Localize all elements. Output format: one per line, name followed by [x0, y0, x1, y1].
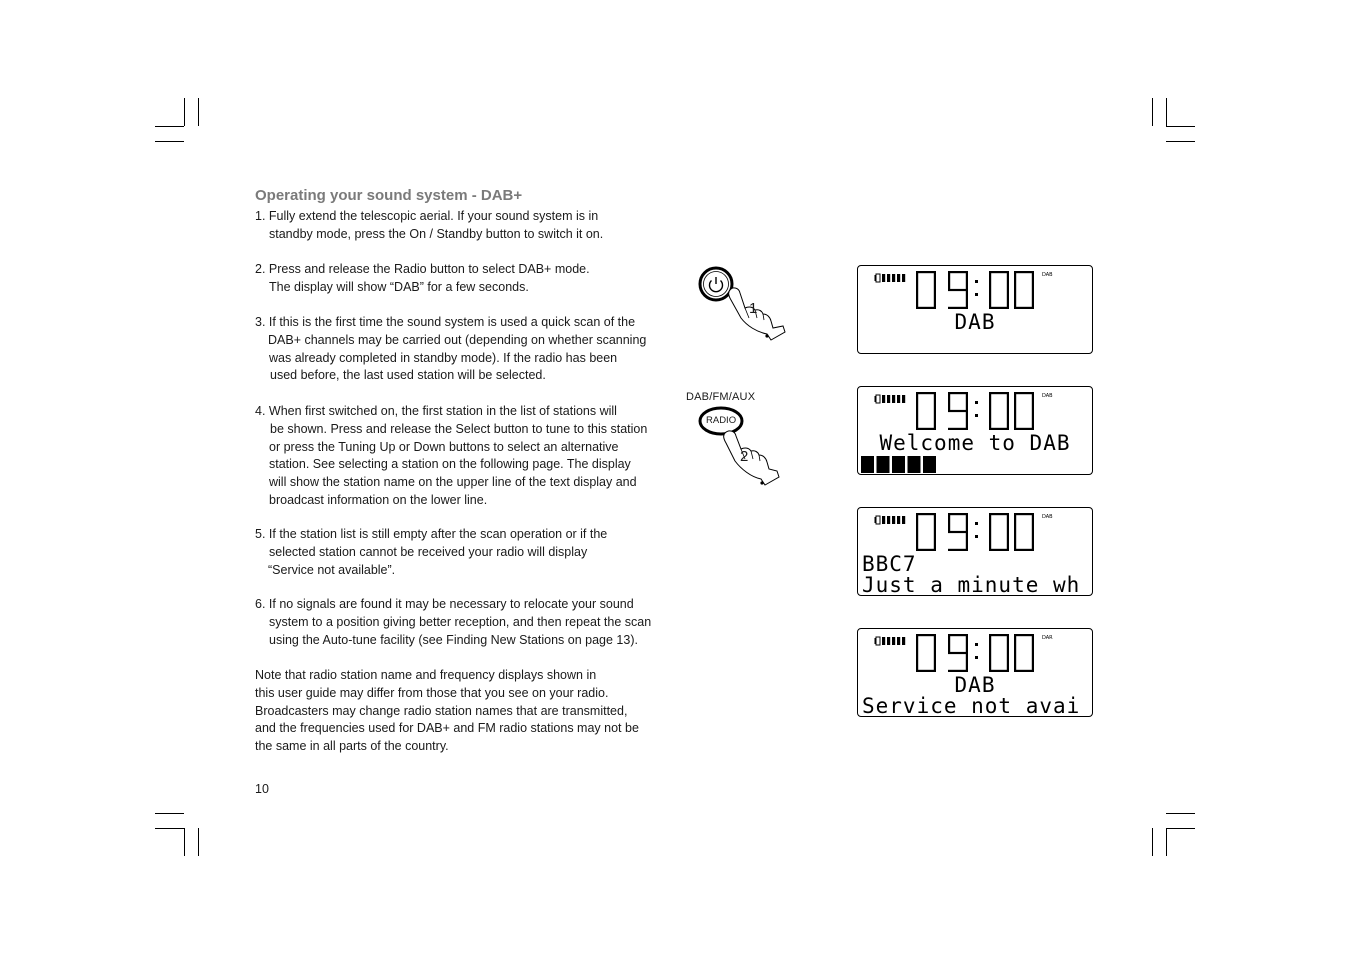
clock-colon	[975, 535, 978, 538]
clock-segment	[948, 392, 950, 411]
clock-segment	[934, 411, 936, 430]
crop-mark	[198, 828, 199, 856]
clock-segment	[934, 271, 936, 290]
step-line: system to a position giving better reception, and then repeat the scan	[269, 614, 652, 629]
step-line: 3. If this is the first time the sound system is used a quick scan of the	[255, 315, 636, 329]
clock-segment	[966, 290, 968, 309]
clock-segment	[1014, 634, 1016, 653]
clock-segment	[966, 532, 968, 551]
clock-segment	[1032, 634, 1034, 653]
progress-block	[877, 456, 890, 473]
power-icon	[695, 262, 790, 344]
clock-colon	[975, 643, 978, 646]
radio-button-label: RADIO	[706, 415, 737, 426]
clock-segment	[1014, 513, 1034, 515]
progress-block	[908, 456, 921, 473]
crop-mark	[155, 813, 184, 814]
lcd-line-1: BBC7	[862, 552, 917, 576]
crop-mark	[1166, 813, 1195, 814]
step-line: “Service not available”.	[268, 562, 396, 577]
clock-segment	[966, 634, 968, 653]
clock-segment	[989, 392, 991, 411]
step-line: 4. When first switched on, the first station in the list of stations will	[255, 404, 617, 418]
clock-segment	[989, 411, 991, 430]
clock-segment	[948, 513, 950, 532]
clock-colon	[975, 280, 978, 283]
clock-segment	[989, 428, 1009, 430]
step-line: 5. If the station list is still empty after the scan operation or if the	[255, 527, 608, 541]
clock-segment	[1032, 271, 1034, 290]
clock-segment	[948, 652, 968, 654]
clock-segment	[934, 392, 936, 411]
clock-segment	[948, 513, 968, 515]
clock-segment	[1014, 271, 1016, 290]
progress-block	[861, 456, 874, 473]
step-3	[255, 314, 646, 385]
clock-segment	[1014, 653, 1016, 672]
clock-segment	[1032, 392, 1034, 411]
clock-segment	[916, 532, 918, 551]
note	[255, 667, 639, 756]
crop-mark	[198, 98, 199, 126]
clock-segment	[916, 513, 936, 515]
signal-strength-icon	[875, 395, 905, 403]
step-line: selected station cannot be received your radio will display	[269, 544, 588, 559]
clock-segment	[989, 670, 1009, 672]
crop-mark	[1152, 98, 1153, 126]
step-line: be shown. Press and release the Select button to tune to this station	[270, 421, 648, 436]
signal-strength-icon	[875, 274, 905, 282]
signal-strength-icon	[875, 637, 905, 645]
clock-segment	[1014, 392, 1034, 394]
step-line: 2. Press and release the Radio button to select DAB+ mode.	[255, 262, 590, 276]
crop-mark	[184, 98, 185, 126]
clock-segment	[916, 634, 936, 636]
clock-segment	[989, 307, 1009, 309]
note-line: and the frequencies used for DAB+ and FM radio stations may not be	[255, 721, 639, 736]
clock-segment	[989, 653, 991, 672]
crop-mark	[1166, 828, 1167, 856]
page-title: Operating your sound system - DAB+	[255, 187, 523, 204]
step-5	[255, 526, 607, 579]
crop-mark	[155, 828, 184, 829]
step-number-2: 2	[740, 448, 749, 465]
clock-segment	[916, 549, 936, 551]
crop-mark	[1166, 828, 1195, 829]
clock-segment	[948, 271, 950, 290]
step-4	[255, 403, 647, 510]
dab-tag: DAB	[1042, 272, 1053, 278]
clock-segment	[934, 290, 936, 309]
clock-segment	[1014, 670, 1034, 672]
clock-segment	[1007, 392, 1009, 411]
clock-segment	[989, 513, 1009, 515]
step-line: used before, the last used station will be selected.	[270, 368, 546, 383]
clock-segment	[989, 513, 991, 532]
clock-segment	[1014, 411, 1016, 430]
step-line: DAB+ channels may be carried out (depending on whether scanning	[268, 332, 647, 347]
clock-segment	[948, 634, 950, 653]
step-line: The display will show “DAB” for a few seconds.	[269, 279, 529, 294]
step-line: was already completed in standby mode). If the radio has been	[269, 350, 618, 365]
crop-mark	[155, 141, 184, 142]
clock-segment	[1014, 428, 1034, 430]
clock-segment	[948, 271, 968, 273]
clock-segment	[1014, 290, 1016, 309]
radio-button-illustration	[695, 405, 790, 495]
clock-segment	[1014, 634, 1034, 636]
lcd-line-2: Just a minute wh	[862, 573, 1081, 596]
step-line: or press the Tuning Up or Down buttons to select an alternative	[269, 439, 619, 454]
page-number: 10	[255, 782, 269, 796]
step-line: will show the station name on the upper line of the text display and	[269, 475, 637, 490]
clock-segment	[966, 411, 968, 430]
clock-segment	[934, 653, 936, 672]
clock-segment	[989, 290, 991, 309]
clock-segment	[948, 428, 968, 430]
clock-segment	[948, 289, 968, 291]
clock-segment	[916, 392, 936, 394]
clock-colon	[975, 414, 978, 417]
clock-colon	[975, 293, 978, 296]
clock-segment	[948, 549, 968, 551]
note-line: the same in all parts of the country.	[255, 739, 449, 754]
crop-mark	[1166, 98, 1167, 126]
dab-tag: DAB	[1042, 393, 1053, 399]
clock-segment	[948, 670, 968, 672]
lcd-display-welcome	[857, 386, 1093, 475]
clock-segment	[916, 290, 918, 309]
clock-segment	[1007, 271, 1009, 290]
power-button-illustration	[695, 262, 790, 344]
clock-colon	[975, 522, 978, 525]
clock-segment	[916, 513, 918, 532]
clock-segment	[916, 653, 918, 672]
lcd-line-2: Service not avai	[862, 694, 1081, 717]
lcd-display-dab	[857, 265, 1093, 354]
step-line: 6. If no signals are found it may be necessary to relocate your sound	[255, 597, 634, 611]
lcd-line-1: DAB	[954, 310, 996, 334]
lcd-line-1: Welcome to DAB	[879, 431, 1071, 455]
step-line: 1. Fully extend the telescopic aerial. If your sound system is in	[255, 209, 599, 223]
clock-segment	[1032, 513, 1034, 532]
clock-segment	[1014, 513, 1016, 532]
step-line: standby mode, press the On / Standby button to switch it on.	[269, 226, 604, 241]
clock-segment	[1032, 532, 1034, 551]
clock-segment	[989, 634, 991, 653]
progress-block	[892, 456, 905, 473]
step-2	[255, 261, 590, 297]
note-line: this user guide may differ from those that you see on your radio.	[255, 685, 609, 700]
clock-segment	[966, 392, 968, 411]
crop-mark	[1152, 828, 1153, 856]
radio-button-group-label: DAB/FM/AUX	[686, 391, 756, 403]
clock-segment	[948, 531, 968, 533]
clock-segment	[948, 307, 968, 309]
clock-segment	[1014, 271, 1034, 273]
progress-block	[923, 456, 936, 473]
clock-segment	[916, 670, 936, 672]
crop-mark	[1166, 141, 1195, 142]
clock-segment	[1007, 411, 1009, 430]
clock-segment	[934, 634, 936, 653]
crop-mark	[184, 828, 185, 856]
lcd-display-service	[857, 628, 1093, 717]
clock-segment	[989, 549, 1009, 551]
clock-segment	[1032, 411, 1034, 430]
clock-segment	[1007, 513, 1009, 532]
clock-segment	[948, 410, 968, 412]
clock-segment	[966, 513, 968, 532]
clock-segment	[916, 271, 918, 290]
clock-segment	[948, 634, 968, 636]
clock-segment	[1032, 653, 1034, 672]
clock-segment	[1007, 532, 1009, 551]
step-line: station. See selecting a station on the following page. The display	[269, 457, 631, 472]
clock-segment	[989, 271, 1009, 273]
clock-segment	[1007, 634, 1009, 653]
dab-tag: DAB	[1042, 514, 1053, 520]
clock-segment	[916, 428, 936, 430]
lcd-line-1: DAB	[954, 673, 996, 697]
clock-segment	[1014, 532, 1016, 551]
clock-segment	[916, 271, 936, 273]
clock-segment	[1014, 549, 1034, 551]
step-1	[255, 208, 603, 244]
crop-mark	[1166, 126, 1195, 127]
clock-segment	[916, 411, 918, 430]
clock-segment	[1014, 392, 1016, 411]
dab-tag: DAR	[1042, 635, 1053, 641]
crop-mark	[155, 126, 184, 127]
note-line: Note that radio station name and frequency displays shown in	[255, 668, 597, 682]
step-number-1: 1	[749, 300, 758, 317]
clock-segment	[934, 513, 936, 532]
step-line: broadcast information on the lower line.	[269, 492, 488, 507]
clock-segment	[916, 392, 918, 411]
clock-segment	[966, 271, 968, 290]
note-line: Broadcasters may change radio station names that are transmitted,	[255, 703, 628, 718]
clock-colon	[975, 401, 978, 404]
clock-segment	[1007, 653, 1009, 672]
clock-colon	[975, 656, 978, 659]
clock-segment	[989, 532, 991, 551]
step-line: using the Auto-tune facility (see Finding New Stations on page 13).	[269, 632, 638, 647]
clock-segment	[1007, 290, 1009, 309]
signal-strength-icon	[875, 516, 905, 524]
clock-segment	[989, 271, 991, 290]
clock-segment	[948, 392, 968, 394]
clock-segment	[934, 532, 936, 551]
clock-segment	[1032, 290, 1034, 309]
step-6	[255, 596, 651, 649]
clock-segment	[966, 653, 968, 672]
clock-segment	[1014, 307, 1034, 309]
clock-segment	[916, 307, 936, 309]
lcd-display-bbc7	[857, 507, 1093, 596]
clock-segment	[916, 634, 918, 653]
clock-segment	[989, 634, 1009, 636]
clock-segment	[989, 392, 1009, 394]
